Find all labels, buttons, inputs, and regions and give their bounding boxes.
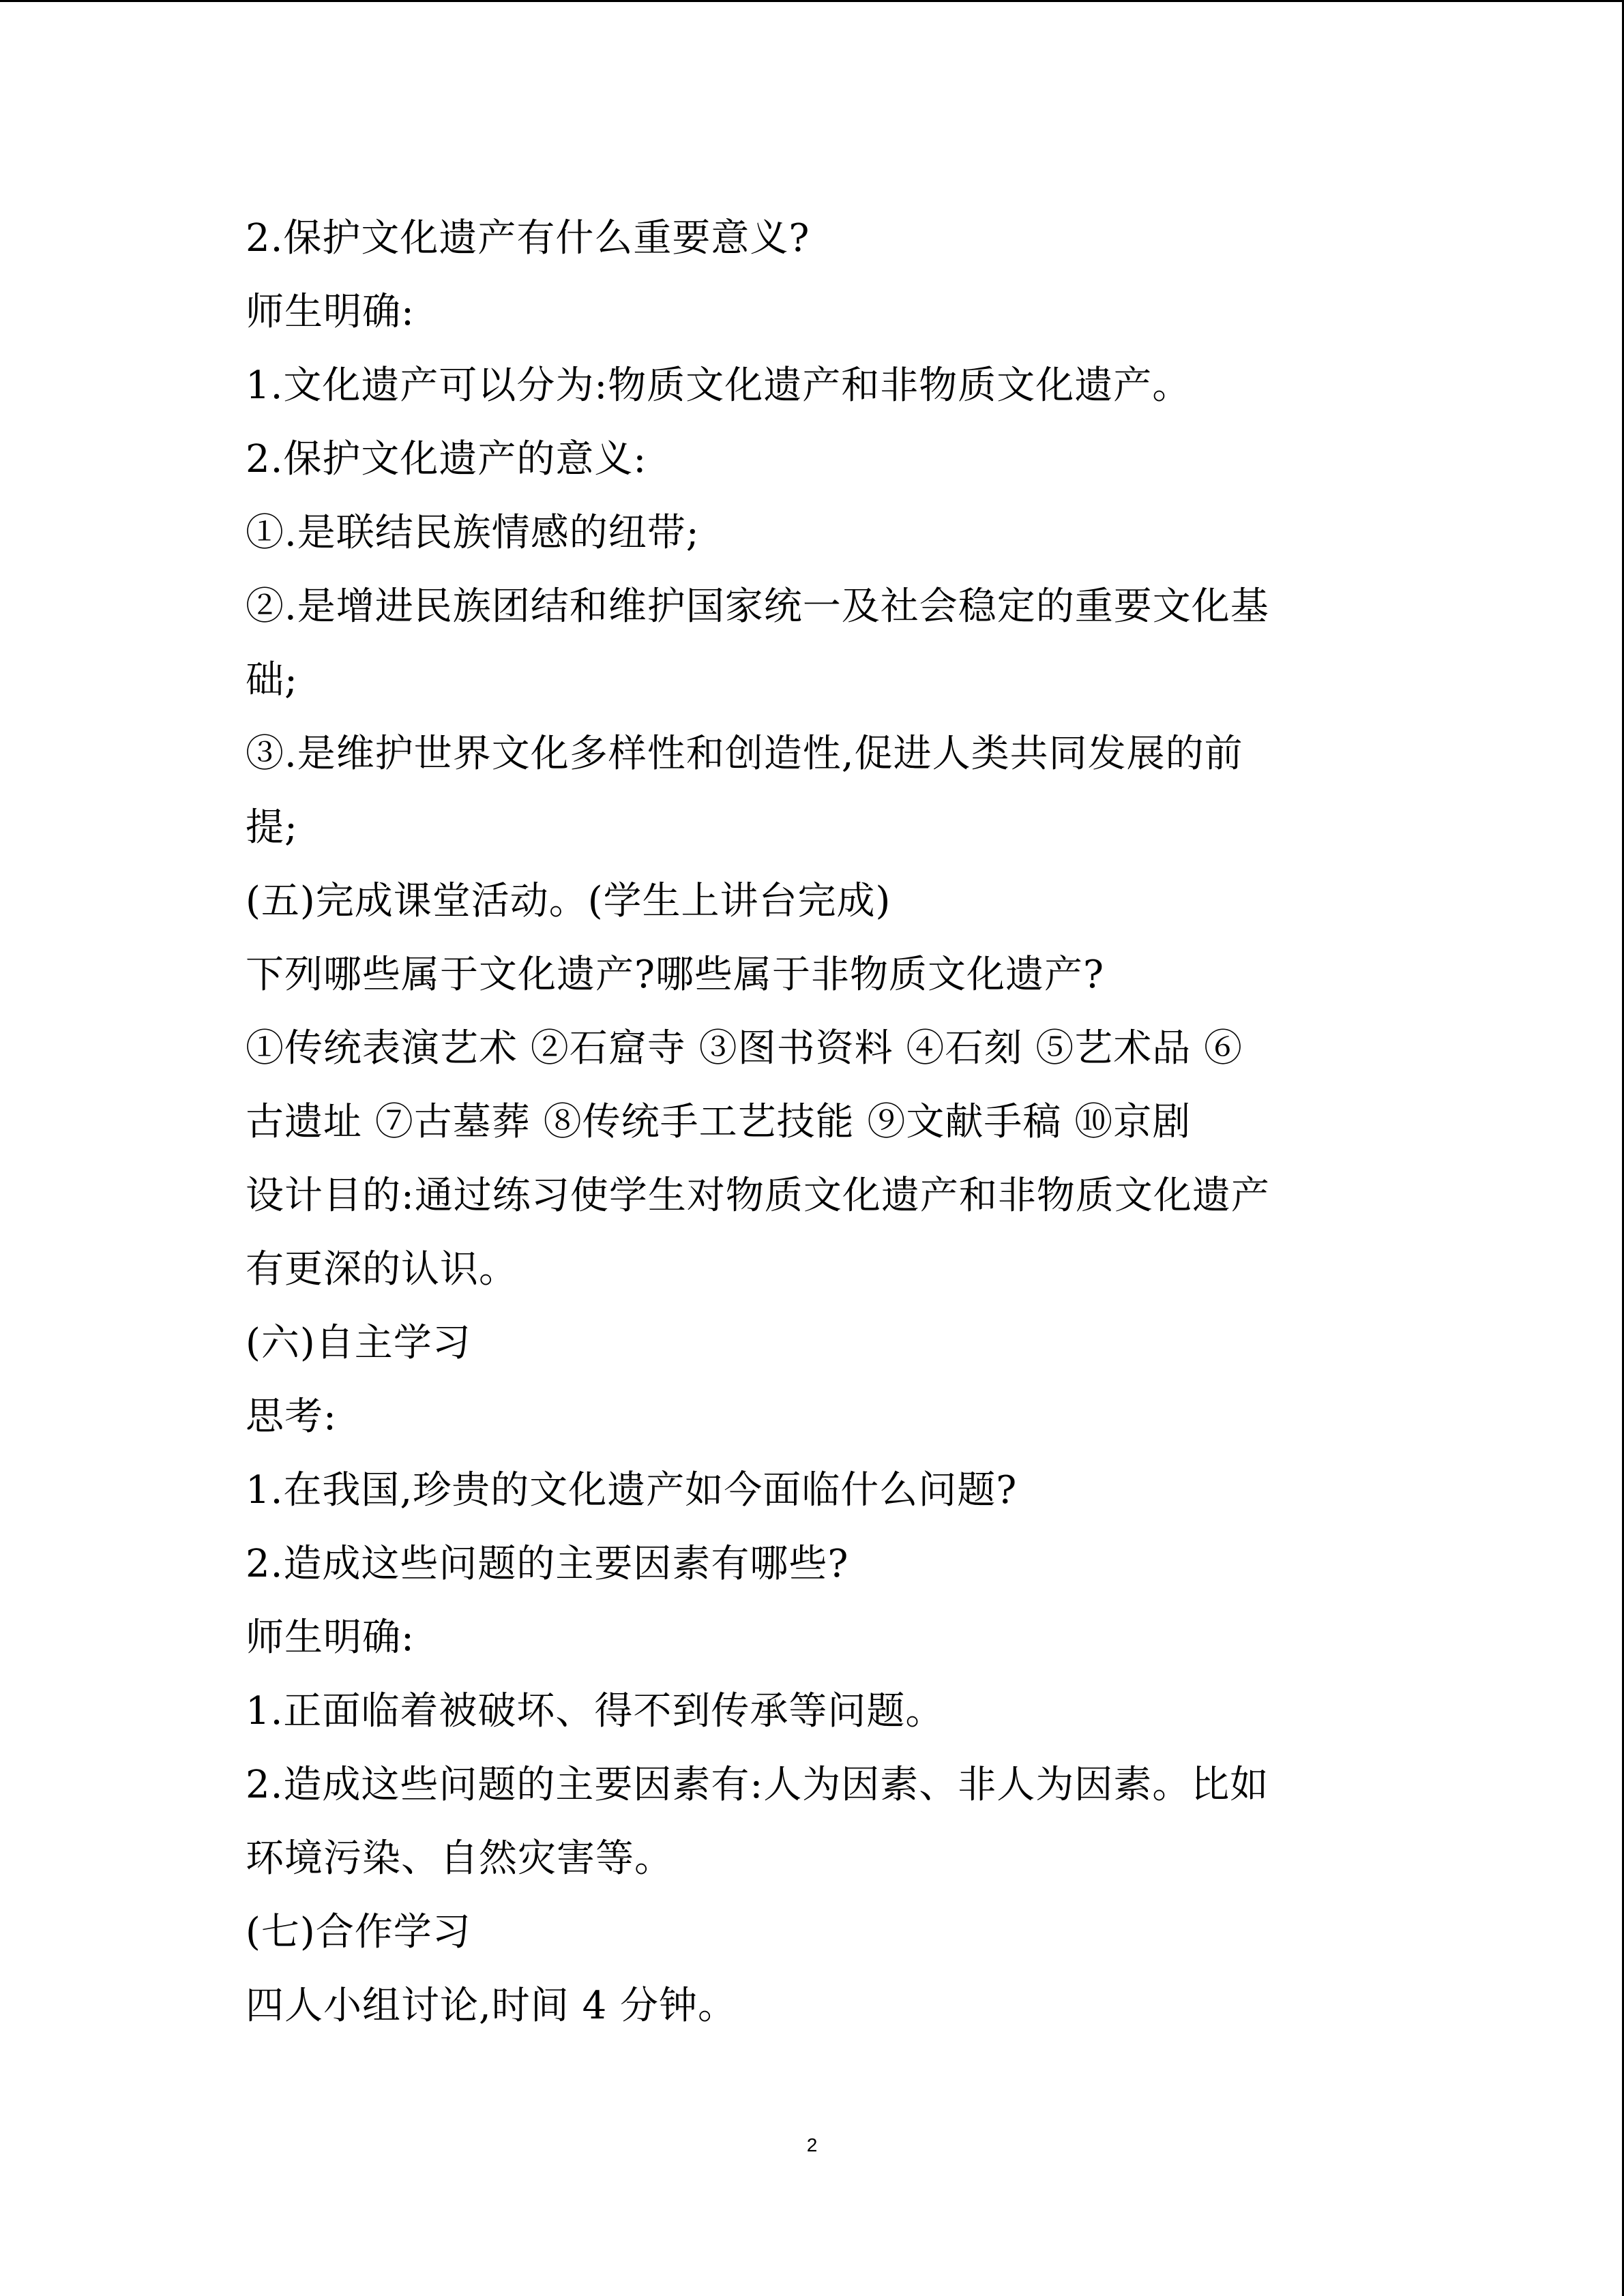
section-heading: (七)合作学习 — [246, 1910, 471, 1954]
text-line: ③.是维护世界文化多样性和创造性,促进人类共同发展的前 — [246, 732, 1243, 776]
text-line: ①传统表演艺术 ②石窟寺 ③图书资料 ④石刻 ⑤艺术品 ⑥ — [246, 1026, 1243, 1071]
text-line: 有更深的认识。 — [246, 1247, 518, 1292]
text-line: 下列哪些属于文化遗产?哪些属于非物质文化遗产? — [246, 953, 1105, 997]
text-line: 2.保护文化遗产有什么重要意义? — [246, 216, 810, 260]
text-line: 师生明确: — [246, 1615, 415, 1660]
text-line: ①.是联结民族情感的纽带; — [246, 511, 700, 555]
text-line: 2.造成这些问题的主要因素有哪些? — [246, 1542, 849, 1586]
text-line: 四人小组讨论,时间 4 分钟。 — [246, 1984, 737, 2028]
text-line: 古遗址 ⑦古墓葬 ⑧传统手工艺技能 ⑨文献手稿 ⑩京剧 — [246, 1100, 1192, 1144]
section-heading: (六)自主学习 — [246, 1321, 471, 1365]
text-line: 1.文化遗产可以分为:物质文化遗产和非物质文化遗产。 — [246, 363, 1192, 408]
text-line: 设计目的:通过练习使学生对物质文化遗产和非物质文化遗产 — [246, 1174, 1270, 1218]
text-line: 2.保护文化遗产的意义: — [246, 437, 647, 481]
page-number: 2 — [806, 2134, 818, 2156]
text-line: ②.是增进民族团结和维护国家统一及社会稳定的重要文化基 — [246, 584, 1269, 629]
text-line: 1.在我国,珍贵的文化遗产如今面临什么问题? — [246, 1468, 1018, 1512]
text-line: 提; — [246, 805, 298, 850]
text-line: 1.正面临着被破坏、得不到传承等问题。 — [246, 1689, 945, 1733]
section-heading: (五)完成课堂活动。(学生上讲台完成) — [246, 879, 891, 923]
page-border-top — [0, 0, 1624, 2]
text-line: 2.造成这些问题的主要因素有:人为因素、非人为因素。比如 — [246, 1763, 1269, 1807]
text-line: 师生明确: — [246, 290, 415, 334]
text-line: 础; — [246, 658, 298, 702]
text-line: 思考: — [246, 1395, 337, 1439]
text-line: 环境污染、自然灾害等。 — [246, 1836, 673, 1881]
